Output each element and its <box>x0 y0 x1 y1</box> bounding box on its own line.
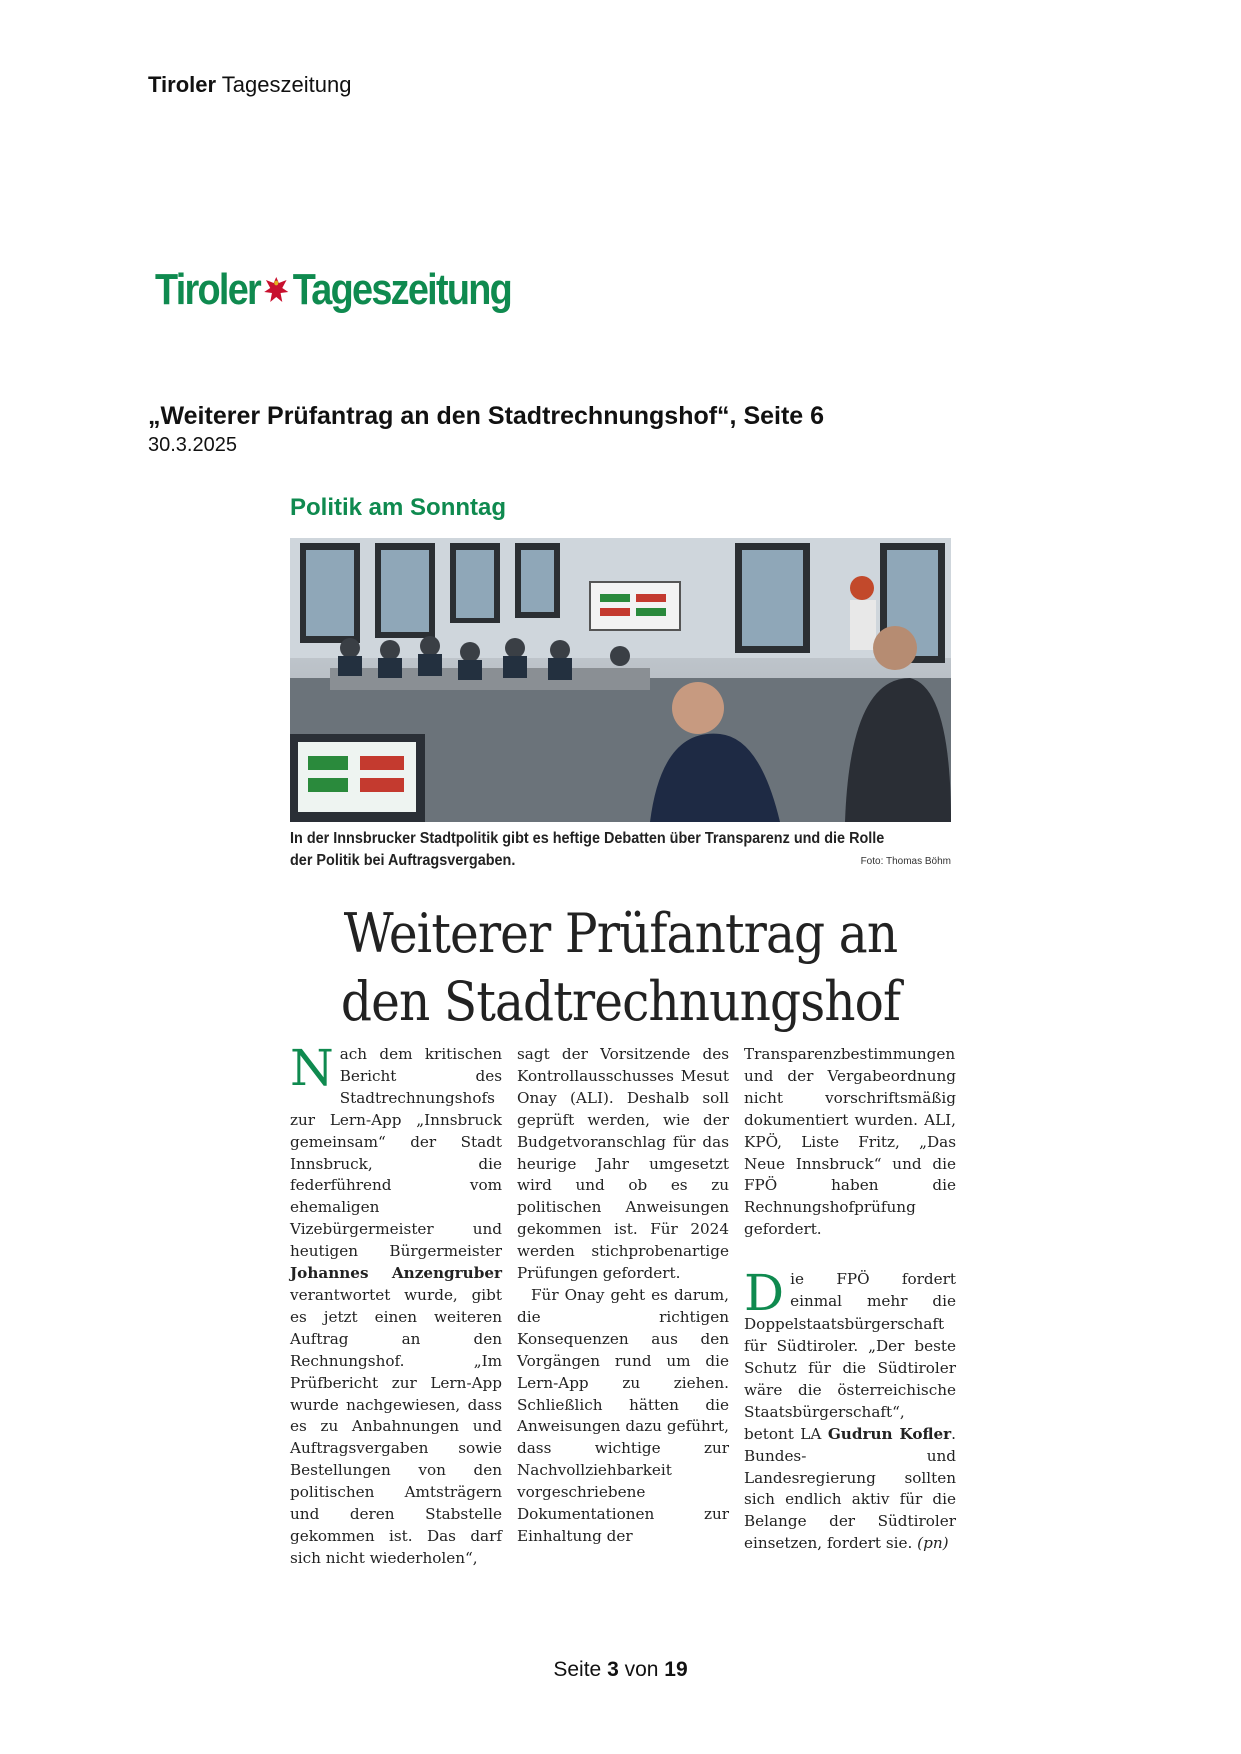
logo-text-left: Tiroler <box>155 265 261 314</box>
footer-prefix: Seite <box>553 1658 602 1681</box>
paragraph-text: ach dem kritischen Bericht des Stadtrechnungshofs zur Lern-App „Innsbruck gemeinsam“ der Stadt Innsbruck, die federführend vom ehemaligen Vizebürgermeister und heutigen Bürgermeister <box>290 1045 502 1261</box>
logo-text-right: Tageszeitung <box>292 265 512 314</box>
drop-cap: N <box>290 1039 334 1097</box>
article-column-2 <box>517 1044 729 1548</box>
person-name: Johannes Anzengruber <box>290 1264 502 1283</box>
article-paragraph: Für Onay geht es darum, die richtigen Konsequenzen aus den Vorgängen rund um die Lern-App zu ziehen. Schließlich hätten die Anweisungen dazu geführt, dass wichtige zur Nachvollziehbarkeit vorgeschriebene Dokumentationen zur Einhaltung der <box>517 1285 729 1545</box>
paragraph-text: . Bundes- und Landesregierung sollten sich endlich aktiv für die Belange der Südtiroler einsetzen, fordert sie. <box>744 1424 956 1553</box>
page-footer <box>0 1658 1241 1682</box>
photo-caption: In der Innsbrucker Stadtpolitik gibt es heftige Debatten über Transparenz und die Rolle der Politik bei Auftragsvergaben. <box>290 830 885 869</box>
paragraph-text: verantwortet wurde, gibt es jetzt einen weiteren Auftrag an den Rechnungshof. „Im Prüfbericht zur Lern-App wurde nachgewiesen, dass es zu Anbahnungen und Auftragsvergaben sowie Bestellungen von den politischen Amtsträgern und deren Stabstelle gekommen ist. Das darf sich nicht wiederholen“, <box>290 1285 502 1567</box>
newspaper-logo <box>155 262 511 318</box>
clip-date: 30.3.2025 <box>148 434 237 456</box>
article-headline <box>290 900 951 1036</box>
article-paragraph <box>744 1264 956 1555</box>
footer-middle: von <box>624 1658 659 1681</box>
person-name: Gudrun Kofler <box>827 1424 952 1443</box>
article-column-3 <box>744 1044 956 1555</box>
article-column-1 <box>290 1039 502 1570</box>
article-paragraph <box>290 1039 502 1570</box>
section-label: Politik am Sonntag <box>290 494 507 521</box>
article-paragraph: Transparenzbestimmungen und der Vergabeordnung nicht vorschriftsmäßig dokumentiert wurden. ALI, KPÖ, Liste Fritz, „Das Neue Innsbruck“ und die FPÖ haben die Rechnungshofprüfung gefordert. <box>744 1045 956 1239</box>
article-photo <box>290 538 951 822</box>
paragraph-text: ie FPÖ fordert einmal mehr die Doppelstaatsbürgerschaft für Südtiroler. „Der beste Schutz für die Südtiroler wäre die österreichische Staatsbürgerschaft“, betont LA <box>744 1270 956 1443</box>
photo-credit: Foto: Thomas Böhm <box>860 856 951 867</box>
document-header <box>148 72 351 98</box>
tyrolean-eagle-icon <box>262 273 291 307</box>
author-sign: (pn) <box>917 1534 949 1553</box>
drop-cap: D <box>744 1264 785 1323</box>
article-paragraph: sagt der Vorsitzende des Kontrollausschusses Mesut Onay (ALI). Deshalb soll geprüft werden, wie der Budgetvoranschlag für das heurige Jahr umgesetzt wird und ob es zu politischen Anweisungen gekommen ist. Für 2024 werden stichprobenartige Prüfungen gefordert. <box>517 1045 729 1283</box>
headline-line-2: den Stadtrechnungshof <box>340 970 901 1033</box>
footer-page-number: 3 <box>607 1658 619 1681</box>
header-brand-regular: Tageszeitung <box>221 72 352 97</box>
footer-page-total: 19 <box>664 1658 688 1681</box>
headline-line-1: Weiterer Prüfantrag an <box>343 902 898 965</box>
clip-title: „Weiterer Prüfantrag an den Stadtrechnungshof“, Seite 6 <box>148 402 825 430</box>
header-brand-bold: Tiroler <box>148 72 217 97</box>
